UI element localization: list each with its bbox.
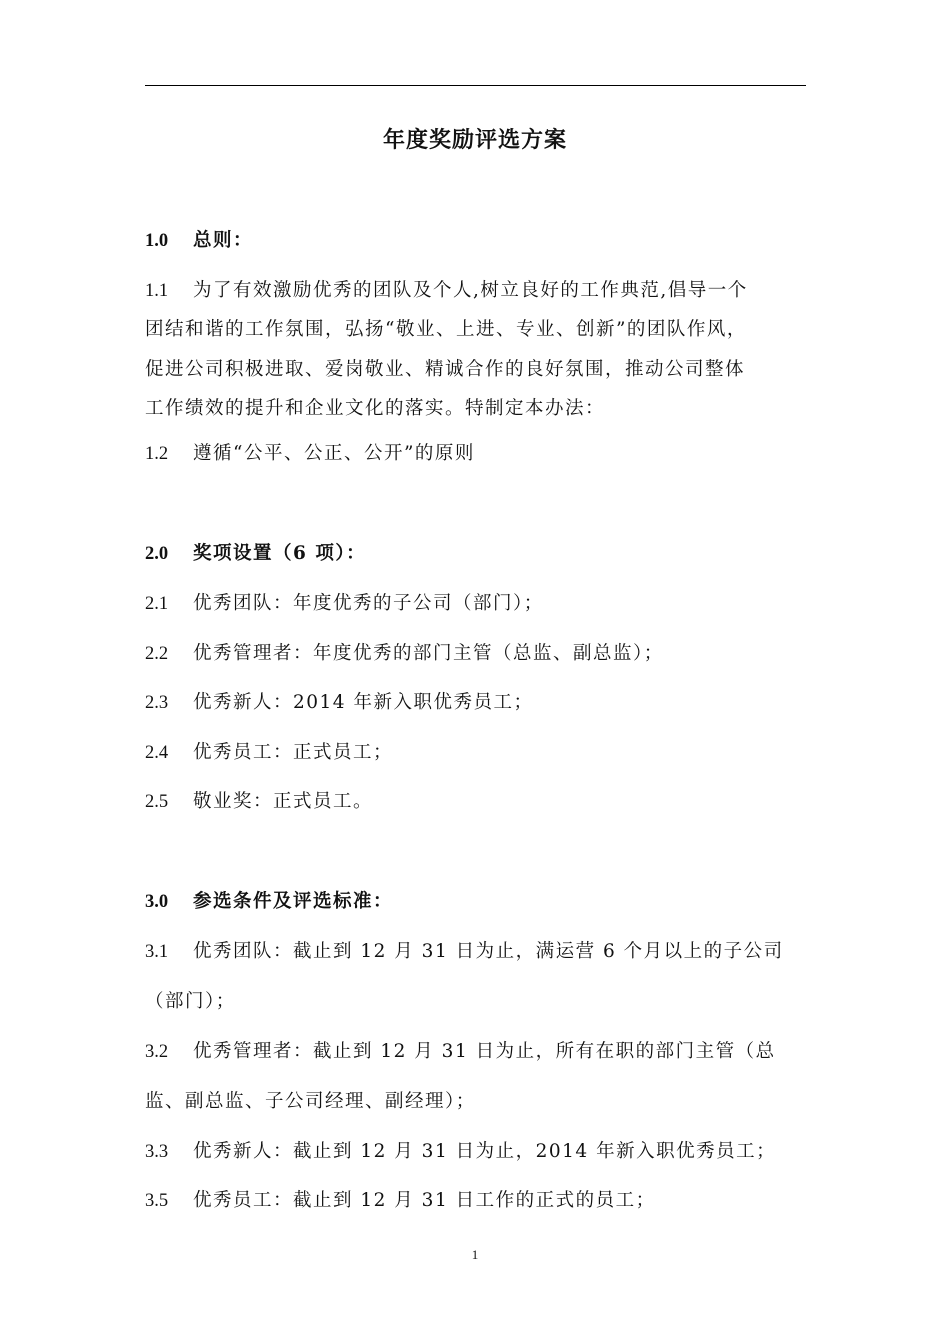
item-text: 促进公司积极进取、爱岗敬业、精诚合作的良好氛围，推动公司整体 (145, 359, 746, 380)
item-text: 优秀管理者：截止到 12 月 31 日为止，所有在职的部门主管（总 (193, 1041, 776, 1062)
item-text: 优秀团队：年度优秀的子公司（部门）； (193, 593, 544, 614)
document-title: 年度奖励评选方案 (382, 127, 567, 153)
item-text: （部门）； (145, 991, 236, 1012)
list-item (145, 689, 806, 717)
paragraph-line (145, 356, 806, 384)
item-number: 2.3 (145, 693, 169, 713)
list-item (145, 590, 806, 618)
item-text: 优秀管理者：年度优秀的部门主管（总监、副总监）； (193, 643, 664, 664)
section-heading-general (145, 227, 806, 255)
item-number: 3.2 (145, 1042, 169, 1062)
item-text: 优秀新人：2014 年新入职优秀员工； (193, 692, 534, 713)
item-text: 遵循“公平、公正、公开”的原则 (193, 443, 475, 464)
item-text: 团结和谐的工作氛围，弘扬“敬业、上进、专业、创新”的团队作风， (145, 319, 747, 340)
list-item (145, 938, 806, 966)
section-text: 总则： (193, 230, 254, 251)
section-heading-criteria (145, 888, 806, 916)
item-text: 优秀员工：正式员工； (193, 742, 394, 763)
section-text: 参选条件及评选标准： (193, 891, 394, 912)
section-heading-awards (145, 540, 806, 568)
item-number: 2.2 (145, 644, 169, 664)
list-item (145, 739, 806, 767)
list-item (145, 1187, 806, 1215)
header-rule (145, 85, 806, 86)
item-number: 3.3 (145, 1142, 169, 1162)
paragraph-line (145, 1088, 806, 1116)
paragraph-line (145, 988, 806, 1016)
list-item (145, 1038, 806, 1066)
item-text: 优秀新人：截止到 12 月 31 日为止，2014 年新入职优秀员工； (193, 1141, 777, 1162)
item-text: 敬业奖：正式员工。 (193, 791, 374, 812)
paragraph-line (145, 316, 806, 344)
item-text: 监、副总监、子公司经理、副经理）； (145, 1091, 476, 1112)
section-text: 奖项设置（6 项）： (193, 543, 367, 564)
paragraph-line (145, 277, 806, 305)
item-number: 2.4 (145, 743, 169, 763)
item-number: 1.1 (145, 281, 169, 301)
paragraph-line (145, 395, 806, 423)
list-item (145, 788, 806, 816)
item-text: 为了有效激励优秀的团队及个人,树立良好的工作典范,倡导一个 (193, 280, 748, 301)
section-number: 1.0 (145, 231, 169, 251)
page-number: 1 (471, 1247, 479, 1262)
item-number: 3.5 (145, 1191, 169, 1211)
item-text: 优秀员工：截止到 12 月 31 日工作的正式的员工； (193, 1190, 656, 1211)
paragraph-line (145, 440, 806, 468)
item-text: 优秀团队：截止到 12 月 31 日为止，满运营 6 个月以上的子公司 (193, 941, 784, 962)
list-item (145, 640, 806, 668)
item-number: 2.5 (145, 792, 169, 812)
section-number: 3.0 (145, 892, 169, 912)
item-number: 1.2 (145, 444, 169, 464)
list-item (145, 1138, 806, 1166)
section-number: 2.0 (145, 544, 169, 564)
item-text: 工作绩效的提升和企业文化的落实。特制定本办法： (145, 398, 606, 419)
item-number: 3.1 (145, 942, 169, 962)
item-number: 2.1 (145, 594, 169, 614)
